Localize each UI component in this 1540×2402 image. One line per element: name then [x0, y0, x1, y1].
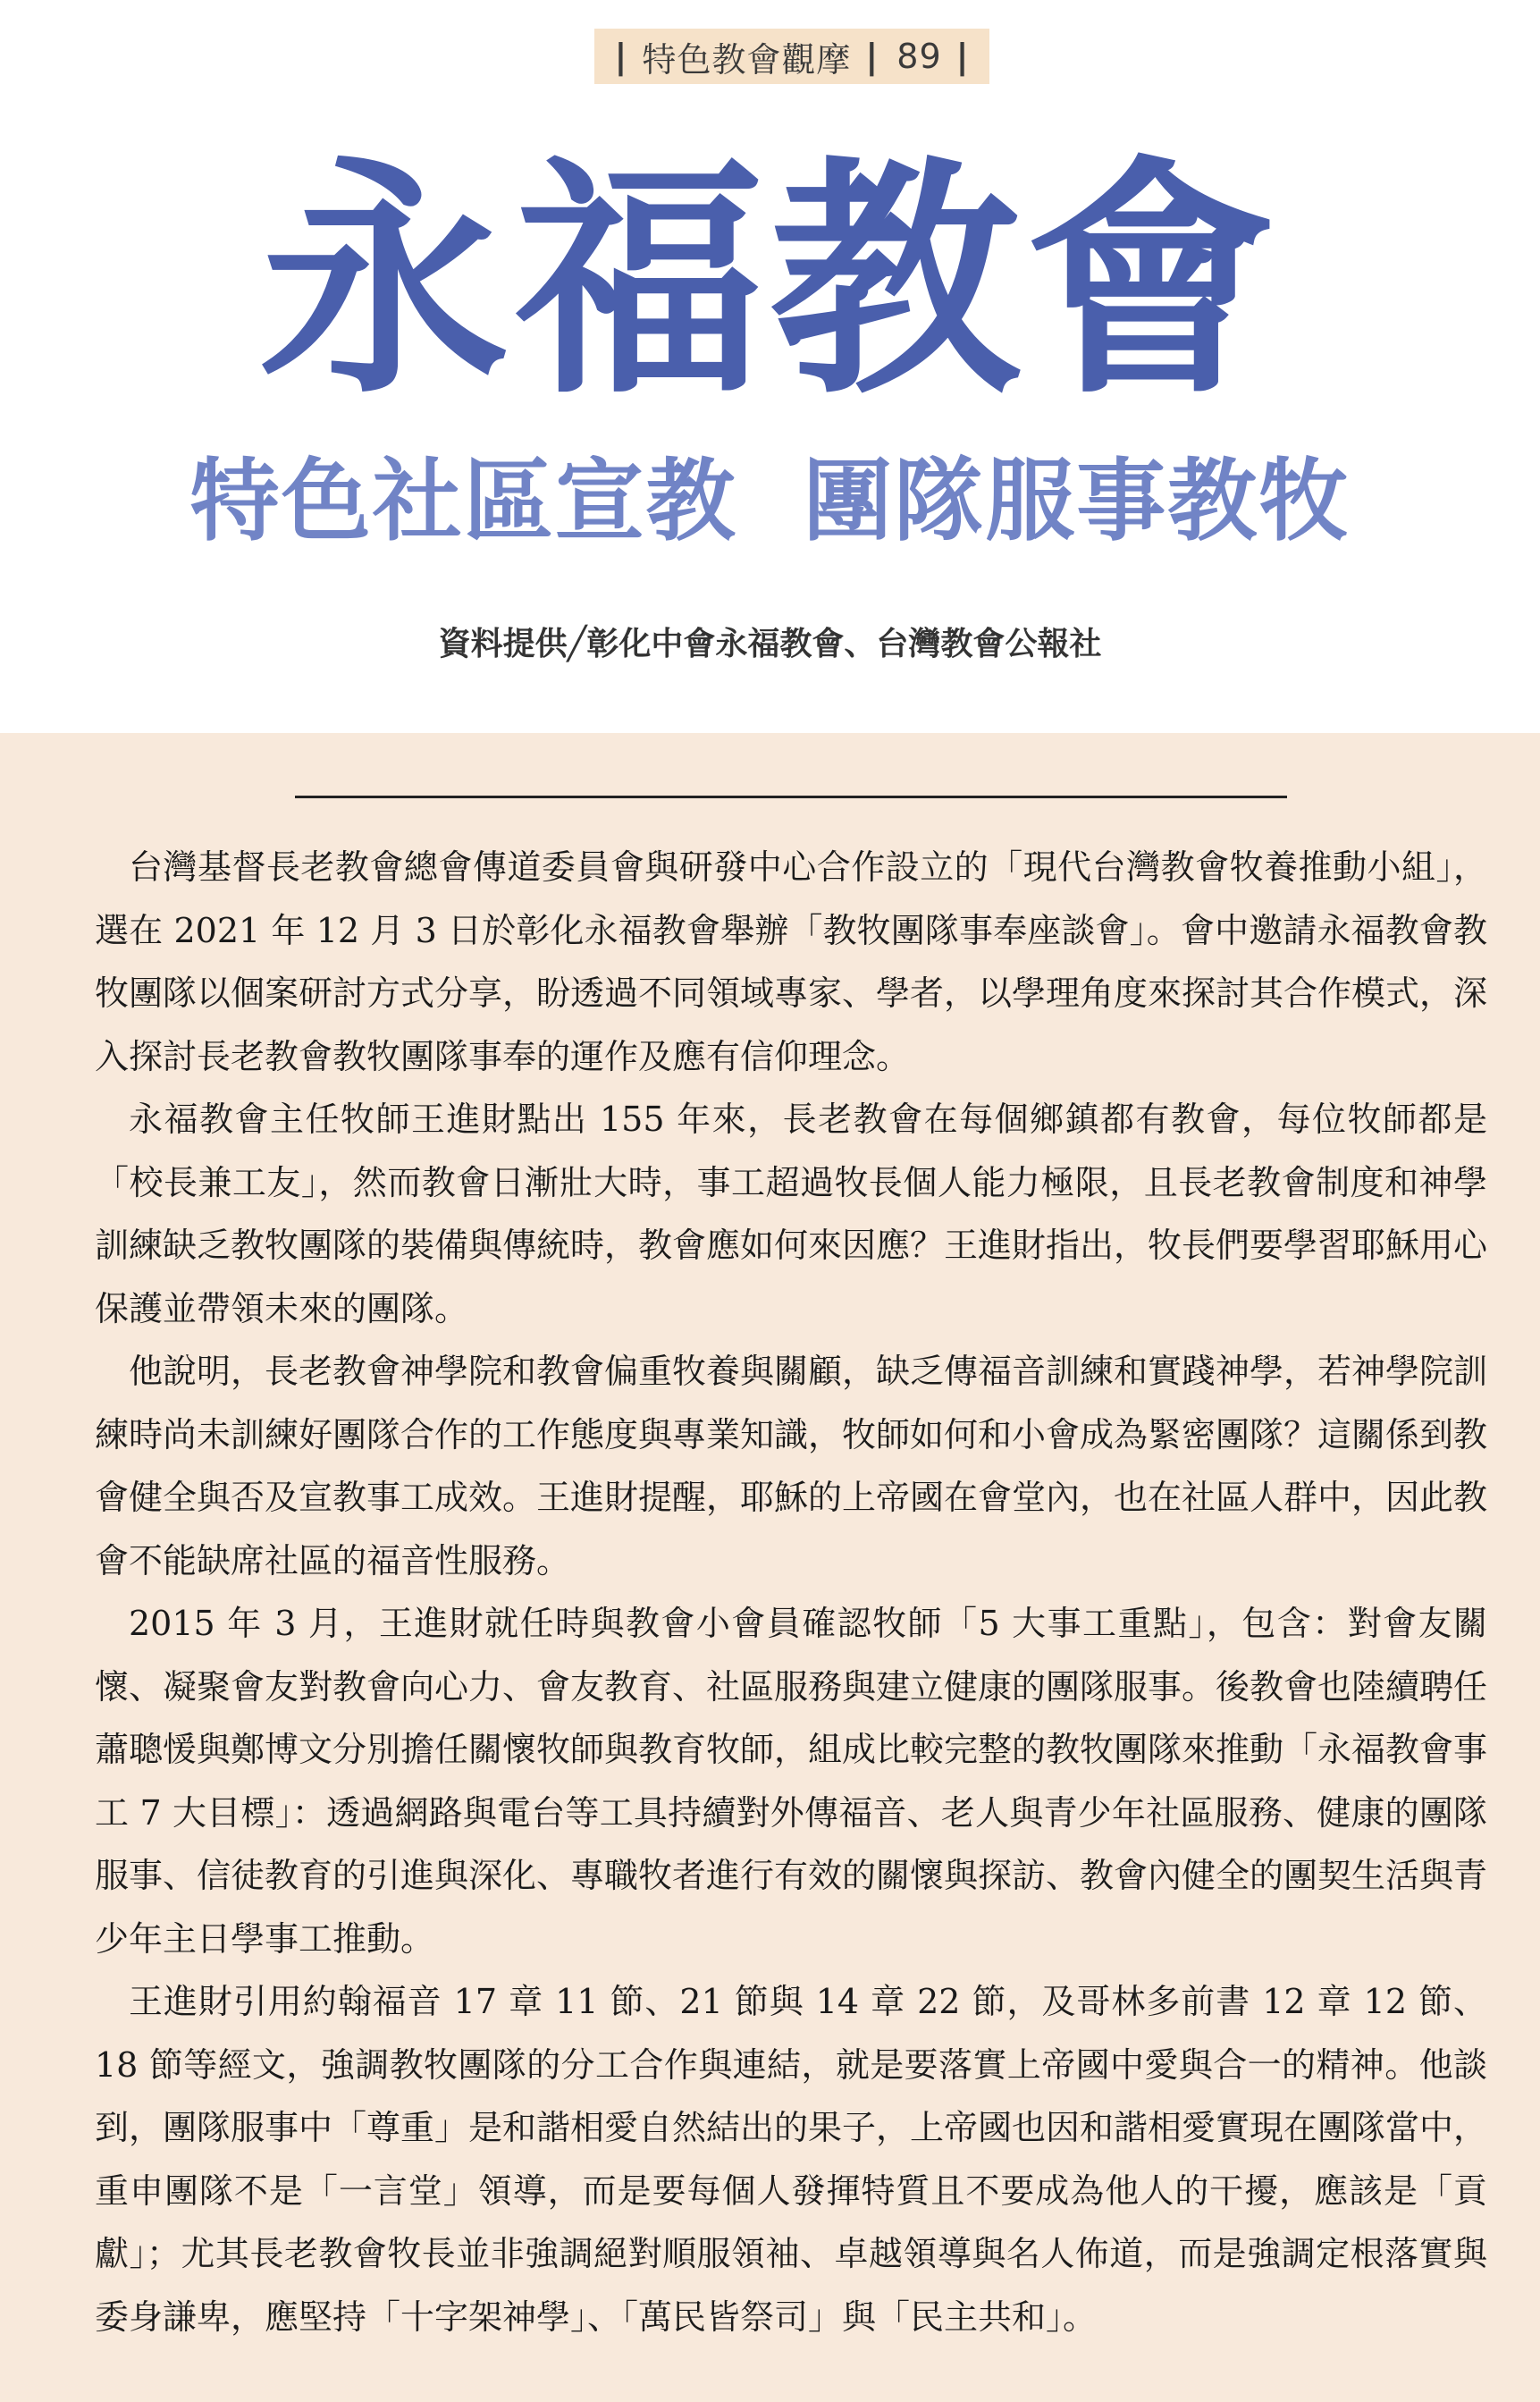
page-title: 永福教會 — [258, 134, 1282, 428]
article-paragraph: 2015 年 3 月，王進財就任時與教會小會員確認牧師「5 大事工重點」，包含：對會友關懷、凝聚會友對教會向心力、會友教育、社區服務與建立健康的團隊服事。後教會也陸續聘任蕭聰愋與鄭博文分別擔任關懷牧師與教育牧師，組成比較完整的教牧團隊來推動「永福教會事工 7 大目標」：透過網路與電台等工具持續對外傳福音、老人與青少年社區服務、健康的團隊服事、信徒教育的引進與深化、專職牧者進行有效的關懷與探訪、教會內健全的團契生活與青少年主日學事工推動。 — [95, 1604, 1488, 1959]
section-name: 特色教會觀摩 — [642, 39, 852, 80]
page-number: 89 — [896, 37, 942, 76]
article-paragraph: 他說明，長老教會神學院和教會偏重牧養與關顧，缺乏傳福音訓練和實踐神學，若神學院訓練時尚未訓練好團隊合作的工作態度與專業知識，牧師如何和小會成為緊密團隊？這關係到教會健全與否及宣教事工成效。王進財提醒，耶穌的上帝國在會堂內，也在社區人群中，因此教會不能缺席社區的福音性服務。 — [95, 1352, 1488, 1580]
divider-bar: | — [955, 37, 970, 76]
article-paragraph: 王進財引用約翰福音 17 章 11 節、21 節與 14 章 22 節，及哥林多前書 12 章 12 節、18 節等經文，強調教牧團隊的分工合作與連結，就是要落實上帝國中愛與合一的精神。他談到，團隊服事中「尊重」是和諧相愛自然結出的果子，上帝國也因和諧相愛實現在團隊當中，重申團隊不是「一言堂」領導，而是要每個人發揮特質且不要成為他人的干擾，應該是「貢獻」；尤其長老教會牧長並非強調絕對順服領袖、卓越領導與名人佈道，而是強調定根落實與委身謙卑，應堅持「十字架神學」、「萬民皆祭司」與「民主共和」。 — [95, 1982, 1488, 2337]
divider-bar: | — [614, 37, 628, 76]
credit-line: 資料提供╱彰化中會永福教會、台灣教會公報社 — [438, 625, 1102, 662]
divider-bar: | — [865, 37, 879, 76]
divider-rule — [295, 796, 1287, 798]
page-subtitle: 特色社區宣教 團隊服事教牧 — [189, 448, 1351, 553]
article-body — [95, 836, 1487, 2348]
article-paragraph: 永福教會主任牧師王進財點出 155 年來，長老教會在每個鄉鎮都有教會，每位牧師都是「校長兼工友」，然而教會日漸壯大時，事工超過牧長個人能力極限，且長老教會制度和神學訓練缺乏教牧團隊的裝備與傳統時，教會應如何來因應？王進財指出，牧長們要學習耶穌用心保護並帶領未來的團隊。 — [95, 1100, 1488, 1328]
article-paragraph: 台灣基督長老教會總會傳道委員會與研發中心合作設立的「現代台灣教會牧養推動小組」，選在 2021 年 12 月 3 日於彰化永福教會舉辦「教牧團隊事奉座談會」。會中邀請永福教會教牧團隊以個案研討方式分享，盼透過不同領域專家、學者，以學理角度來探討其合作模式，深入探討長老教會教牧團隊事奉的運作及應有信仰理念。 — [95, 847, 1488, 1076]
section-tab — [594, 29, 989, 84]
